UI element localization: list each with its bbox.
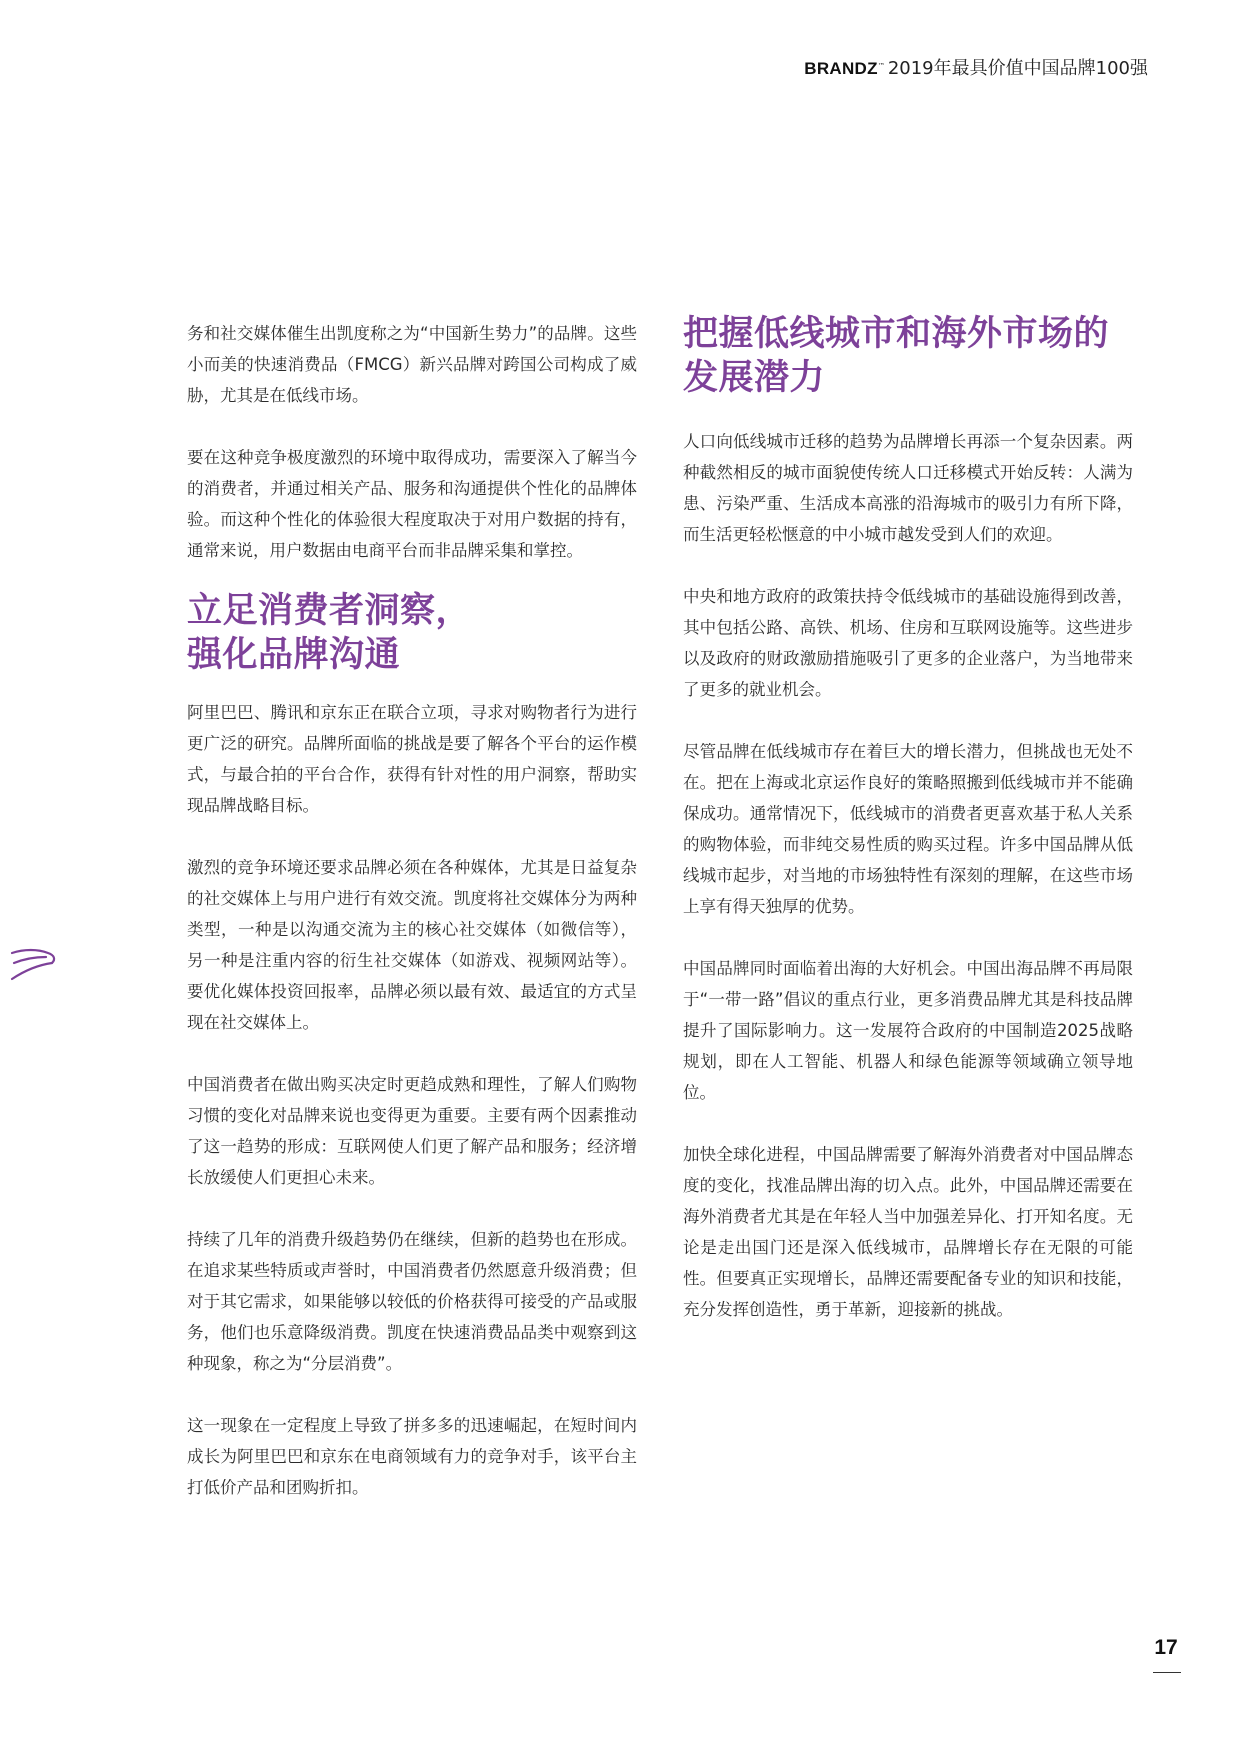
heading-line: 把握低线城市和海外市场的 bbox=[683, 314, 1110, 354]
brand-swoosh-icon bbox=[10, 945, 60, 985]
section-heading-lower-tier-overseas bbox=[683, 312, 1133, 400]
report-title: 2019年最具价值中国品牌100强 bbox=[887, 58, 1148, 79]
heading-line: 发展潜力 bbox=[683, 358, 826, 398]
paragraph: 阿里巴巴、腾讯和京东正在联合立项，寻求对购物者行为进行更广泛的研究。品牌所面临的挑战是要了解各个平台的运作模式，与最合拍的平台合作，获得有针对性的用户洞察，帮助实现品牌战略目标。 bbox=[187, 703, 637, 815]
paragraph: 尽管品牌在低线城市存在着巨大的增长潜力，但挑战也无处不在。把在上海或北京运作良好的策略照搬到低线城市并不能确保成功。通常情况下，低线城市的消费者更喜欢基于私人关系的购物体验，而非纯交易性质的购买过程。许多中国品牌从低线城市起步，对当地的市场独特性有深刻的理解，在这些市场上享有得天独厚的优势。 bbox=[683, 742, 1133, 916]
heading-line: 立足消费者洞察， bbox=[187, 591, 472, 631]
page-number-underline bbox=[1153, 1672, 1181, 1673]
right-column bbox=[683, 314, 1133, 1356]
paragraph: 加快全球化进程，中国品牌需要了解海外消费者对中国品牌态度的变化，找准品牌出海的切入点。此外，中国品牌还需要在海外消费者尤其是在年轻人当中加强差异化、打开知名度。无论是走出国门还是深入低线城市，品牌增长存在无限的可能性。但要真正实现增长，品牌还需要配备专业的知识和技能，充分发挥创造性，勇于革新，迎接新的挑战。 bbox=[683, 1145, 1133, 1319]
paragraph: 这一现象在一定程度上导致了拼多多的迅速崛起，在短时间内成长为阿里巴巴和京东在电商领域有力的竞争对手，该平台主打低价产品和团购折扣。 bbox=[187, 1416, 637, 1497]
paragraph: 中国消费者在做出购买决定时更趋成熟和理性，了解人们购物习惯的变化对品牌来说也变得更为重要。主要有两个因素推动了这一趋势的形成：互联网使人们更了解产品和服务；经济增长放缓使人们更担心未来。 bbox=[187, 1075, 637, 1187]
paragraph: 中央和地方政府的政策扶持令低线城市的基础设施得到改善，其中包括公路、高铁、机场、住房和互联网设施等。这些进步以及政府的财政激励措施吸引了更多的企业落户，为当地带来了更多的就业机会。 bbox=[683, 587, 1133, 699]
paragraph: 中国品牌同时面临着出海的大好机会。中国出海品牌不再局限于“一带一路”倡议的重点行业，更多消费品牌尤其是科技品牌提升了国际影响力。这一发展符合政府的中国制造2025战略规划，即在人工智能、机器人和绿色能源等领域确立领导地位。 bbox=[683, 959, 1133, 1102]
paragraph: 要在这种竞争极度激烈的环境中取得成功，需要深入了解当今的消费者，并通过相关产品、服务和沟通提供个性化的品牌体验。而这种个性化的体验很大程度取决于对用户数据的持有，通常来说，用户数据由电商平台而非品牌采集和掌控。 bbox=[187, 448, 637, 560]
paragraph: 人口向低线城市迁移的趋势为品牌增长再添一个复杂因素。两种截然相反的城市面貌使传统人口迁移模式开始反转：人满为患、污染严重、生活成本高涨的沿海城市的吸引力有所下降，而生活更轻松惬意的中小城市越发受到人们的欢迎。 bbox=[683, 432, 1133, 544]
section-heading-consumer-insight bbox=[187, 589, 637, 677]
brand-name: BRANDZ bbox=[804, 59, 878, 78]
heading-line: 强化品牌沟通 bbox=[187, 635, 401, 675]
paragraph: 激烈的竞争环境还要求品牌必须在各种媒体，尤其是日益复杂的社交媒体上与用户进行有效交流。凯度将社交媒体分为两种类型，一种是以沟通交流为主的核心社交媒体（如微信等），另一种是注重内容的衍生社交媒体（如游戏、视频网站等）。要优化媒体投资回报率，品牌必须以最有效、最适宜的方式呈现在社交媒体上。 bbox=[187, 858, 637, 1032]
running-header bbox=[804, 54, 1148, 80]
trademark-symbol: ™ bbox=[877, 62, 885, 70]
left-column bbox=[187, 318, 637, 1534]
paragraph: 务和社交媒体催生出凯度称之为“中国新生势力”的品牌。这些小而美的快速消费品（FMCG）新兴品牌对跨国公司构成了威胁，尤其是在低线市场。 bbox=[187, 324, 637, 405]
page-number: 17 bbox=[1154, 1636, 1178, 1659]
paragraph: 持续了几年的消费升级趋势仍在继续，但新的趋势也在形成。在追求某些特质或声誉时，中国消费者仍然愿意升级消费；但对于其它需求，如果能够以较低的价格获得可接受的产品或服务，他们也乐意降级消费。凯度在快速消费品品类中观察到这种现象，称之为“分层消费”。 bbox=[187, 1230, 637, 1373]
